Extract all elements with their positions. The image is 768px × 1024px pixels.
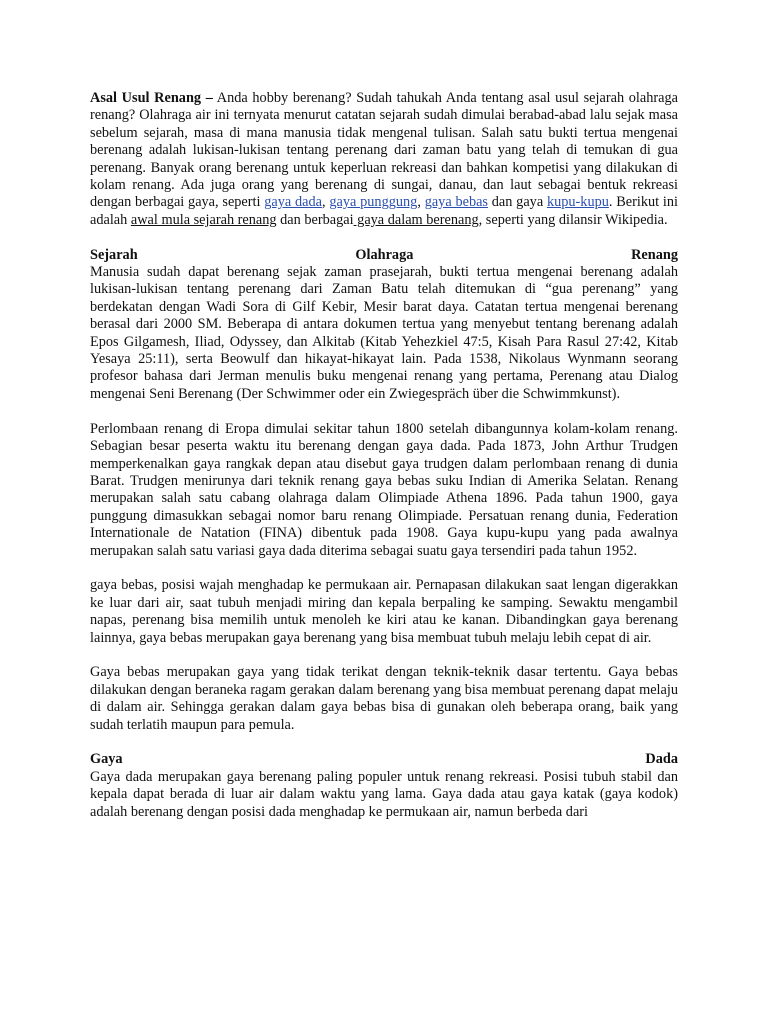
intro-sep-3: dan gaya xyxy=(488,194,547,211)
underline-gaya-berenang: gaya dalam berenang xyxy=(353,211,479,228)
document-page xyxy=(90,90,678,838)
link-gaya-bebas[interactable]: gaya bebas xyxy=(424,194,488,211)
link-gaya-dada[interactable]: gaya dada xyxy=(264,194,323,211)
heading-word-dada: Dada xyxy=(645,751,678,768)
sejarah-paragraph: Manusia sudah dapat berenang sejak zaman prasejarah, bukti tertua mengenai berenang adalah lukisan-lukisan tentang perenang dari Zaman Batu telah ditemukan di “gua perenang” yang berdekatan dengan Wadi Sora di Gilf Kebir, Mesir barat daya. Catatan tertua mengenai berenang berasal dari 2000 SM. Beberapa di antara dokumen tertua yang menyebut tentang berenang adalah Epos Gilgamesh, Iliad, Odyssey, dan Alkitab (Kitab Yehezkiel 47:5, Kisah Para Rasul 27:42, Kitab Yesaya 25:11), serta Beowulf dan hikayat-hikayat lain. Pada 1538, Nikolaus Wynmann seorang profesor bahasa dari Jerman menulis buku mengenai renang yang pertama, Perenang atau Dialog mengenai Seni Berenang (Der Schwimmer oder ein Zwiegespräch über die Schwimmkunst). xyxy=(90,264,678,402)
intro-paragraph xyxy=(90,90,678,229)
intro-title: Asal Usul Renang – xyxy=(90,90,213,106)
gaya-dada-paragraph: Gaya dada merupakan gaya berenang paling populer untuk renang rekreasi. Posisi tubuh stabil dan kepala dapat berada di luar air dalam waktu yang lama. Gaya dada atau gaya katak (gaya kodok) adalah berenang dengan posisi dada menghadap ke permukaan air, namun berbeda dari xyxy=(90,768,678,820)
intro-sep-5: dan berbagai xyxy=(276,211,354,228)
intro-sep-1: , xyxy=(322,194,330,211)
intro-sep-4: . Berikut ini adalah xyxy=(90,194,679,228)
underline-awal-mula: awal mula sejarah renang xyxy=(130,211,277,228)
intro-text: Anda hobby berenang? Sudah tahukah Anda tentang asal usul sejarah olahraga renang? Olahraga air ini ternyata menurut catatan sejarah sudah dimulai berabad-abad lalu sejak masa sebelum sejarah, masa di mana manusia tidak mengenal tulisan. Salah satu bukti tertua mengenai berenang adalah lukisan-lukisan tentang perenang dari zaman batu yang telah di temukan di gua perenang. Banyak orang berenang untuk keperluan rekreasi dan bahkan kompetisi yang dilakukan di kolam renang. Ada juga orang yang berenang di sungai, danau, dan laut sebagai bentuk rekreasi dengan berbagai gaya, seperti xyxy=(90,90,678,211)
gaya-bebas-paragraph-2: Gaya bebas merupakan gaya yang tidak terikat dengan teknik-teknik dasar tertentu. Gaya bebas dilakukan dengan beraneka ragam gerakan dalam berenang yang bisa membuat perenang dapat melaju di dalam air. Sehingga gerakan dalam gaya bebas bisa di gunakan oleh beberapa orang, baik yang sudah terlatih maupun para pemula. xyxy=(90,664,678,733)
gaya-bebas-paragraph: gaya bebas, posisi wajah menghadap ke permukaan air. Pernapasan dilakukan saat lengan digerakkan ke luar dari air, saat tubuh menjadi miring dan kepala berpaling ke samping. Sewaktu mengambil napas, perenang bisa memilih untuk menoleh ke kiri atau ke kanan. Dibandingkan gaya berenang lainnya, gaya bebas merupakan gaya berenang yang bisa membuat tubuh melaju lebih cepat di air. xyxy=(90,577,678,646)
link-kupu-kupu[interactable]: kupu-kupu xyxy=(546,194,609,211)
heading-word-1: Sejarah xyxy=(90,246,138,263)
heading-word-gaya: Gaya xyxy=(90,751,123,768)
heading-word-3: Renang xyxy=(631,246,678,263)
perlombaan-paragraph: Perlombaan renang di Eropa dimulai sekitar tahun 1800 setelah dibangunnya kolam-kolam renang. Sebagian besar peserta waktu itu berenang dengan gaya dada. Pada 1873, John Arthur Trudgen memperkenalkan gaya rangkak depan atau disebut gaya trudgen dalam perlombaan renang di dunia Barat. Trudgen menirunya dari teknik renang gaya bebas suku Indian di Amerika Selatan. Renang merupakan salah satu cabang olahraga dalam Olimpiade Athena 1896. Pada tahun 1900, gaya punggung dimasukkan sebagai nomor baru renang Olimpiade. Persatuan renang dunia, Federation Internationale de Natation (FINA) dibentuk pada 1908. Gaya kupu-kupu yang pada awalnya merupakan salah satu variasi gaya dada diterima sebagai suatu gaya tersendiri pada tahun 1952. xyxy=(90,420,678,559)
intro-end: , seperti yang dilansir Wikipedia. xyxy=(478,211,668,228)
section-heading-gaya-dada xyxy=(90,751,678,768)
section-heading-sejarah xyxy=(90,247,678,264)
link-gaya-punggung[interactable]: gaya punggung xyxy=(329,194,418,211)
heading-word-2: Olahraga xyxy=(355,246,414,263)
intro-sep-2: , xyxy=(417,194,425,211)
